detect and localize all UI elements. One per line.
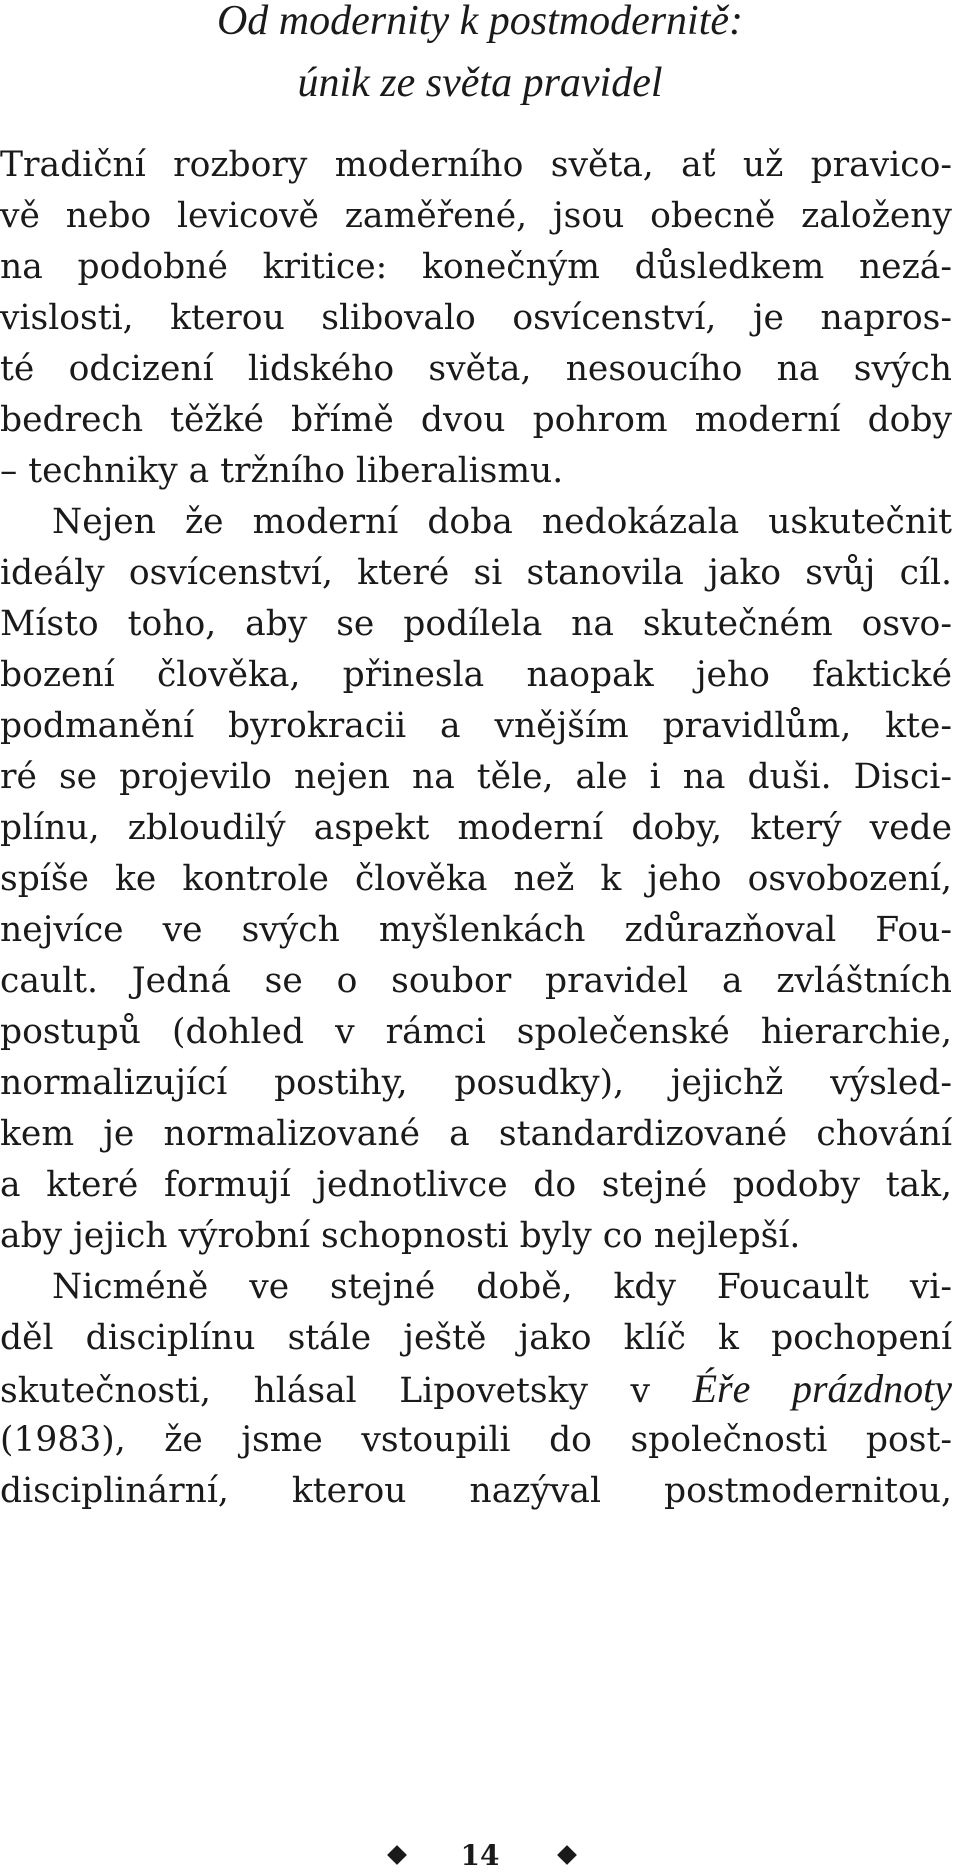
body-line: té odcizení lidského světa, nesoucího na svých [0,349,952,389]
body-line: aby jejich výrobní schopnosti byly co nejlepší. [0,1216,801,1256]
body-line: bození člověka, přinesla naopak jeho faktické [0,655,952,695]
ornament-diamond-left [387,1845,407,1865]
body-line: na podobné kritice: konečným důsledkem nezá- [0,247,952,287]
body-line: – techniky a tržního liberalismu. [0,451,564,491]
chapter-heading-line-2: únik ze světa pravidel [297,60,663,106]
body-line: Nejen že moderní doba nedokázala uskutečnit [52,502,952,542]
body-line: bedrech těžké břímě dvou pohrom moderní doby [0,400,952,440]
body-line: cault. Jedná se o soubor pravidel a zvláštních [0,961,952,1001]
body-line: vě nebo levicově zaměřené, jsou obecně založeny [0,196,952,236]
body-line: normalizující postihy, posudky), jejichž výsled- [0,1063,952,1103]
body-line: Nicméně ve stejné době, kdy Foucault vi- [52,1267,952,1307]
body-line: plínu, zbloudilý aspekt moderní doby, který vede [0,808,952,848]
page-number: 14 [460,1839,500,1872]
body-line: ideály osvícenství, které si stanovila jako svůj cíl. [0,553,952,593]
body-line: vislosti, kterou slibovalo osvícenství, je napros- [0,298,952,338]
body-line: disciplinární, kterou nazýval postmodernitou, [0,1471,952,1511]
body-line: (1983), že jsme vstoupili do společnosti post- [0,1420,952,1460]
body-line: kem je normalizované a standardizované chování [0,1114,952,1154]
body-line: nejvíce ve svých myšlenkách zdůrazňoval Fou- [0,910,952,950]
body-line: spíše ke kontrole člověka než k jeho osvobození, [0,859,952,899]
body-line: a které formují jednotlivce do stejné podoby tak, [0,1165,952,1205]
body-line: děl disciplínu stále ještě jako klíč k pochopení [0,1318,952,1358]
book-title: Éře prázdnoty [692,1366,952,1411]
body-line: podmanění byrokracii a vnějším pravidlům, kte- [0,706,952,746]
body-line: Místo toho, aby se podílela na skutečném osvo- [0,604,952,644]
body-line: Tradiční rozbory moderního světa, ať už pravico- [0,145,952,185]
body-line-text: skutečnosti, hlásal Lipovetsky v [0,1371,693,1411]
body-line [0,1367,952,1413]
chapter-heading-line-1: Od modernity k postmodernitě: [216,0,744,44]
ornament-diamond-right [557,1845,577,1865]
body-line: postupů (dohled v rámci společenské hierarchie, [0,1012,952,1052]
body-line: ré se projevilo nejen na těle, ale i na duši. Disci- [0,757,952,797]
